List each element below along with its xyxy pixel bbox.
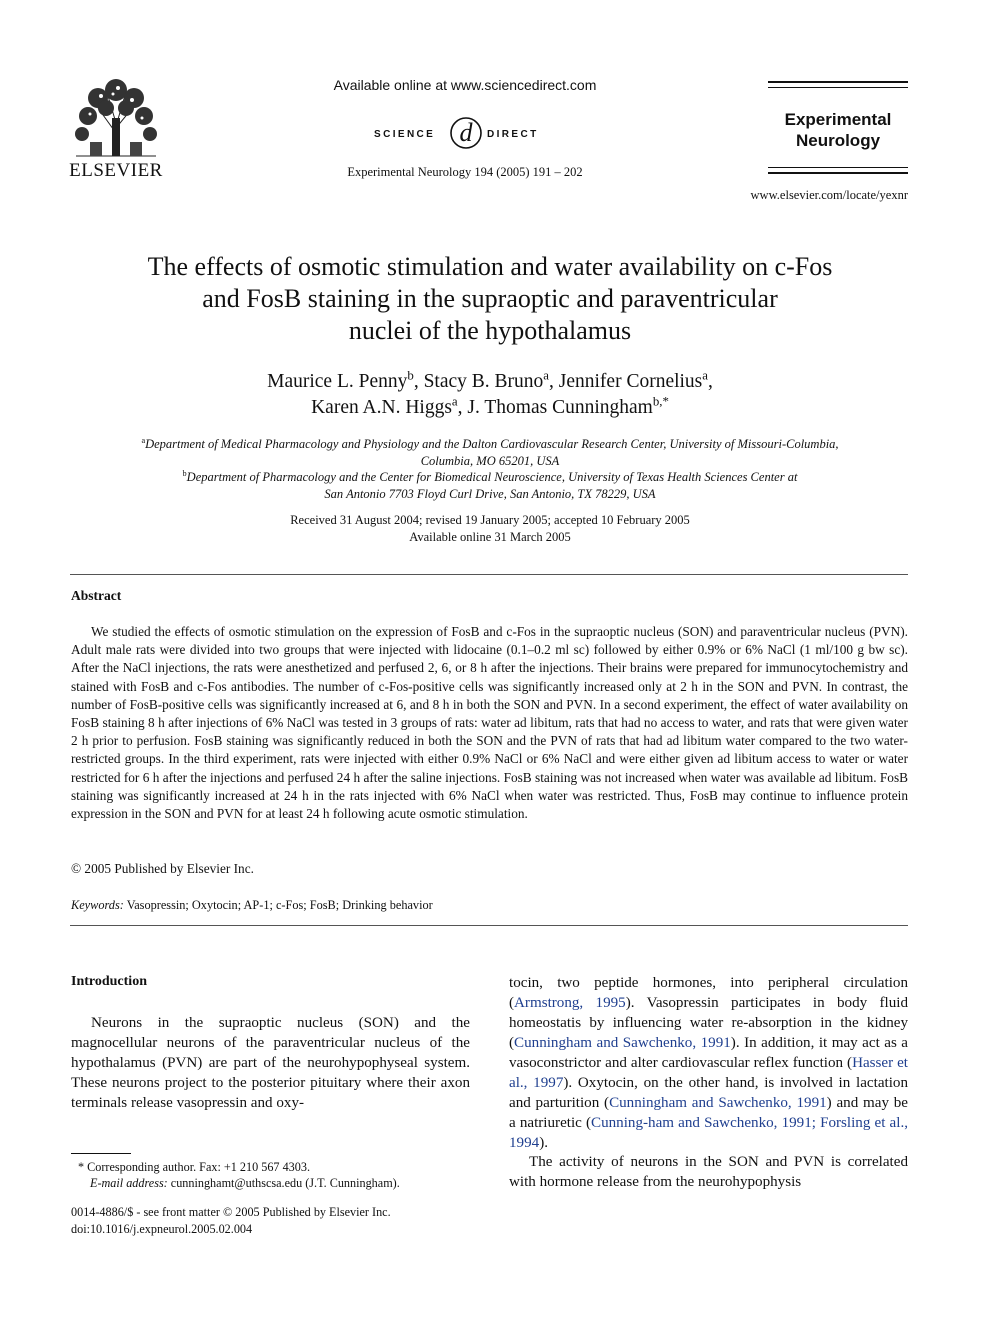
author-separator: , [708, 371, 713, 392]
author-name[interactable]: Stacy B. Bruno [423, 371, 544, 392]
author-line-2 [90, 395, 890, 421]
available-online-text: Available online at www.sciencedirect.com [333, 77, 597, 93]
affil-mark: a [141, 435, 146, 445]
front-matter-line: 0014-4886/$ - see front matter © 2005 Published by Elsevier Inc. [71, 1205, 391, 1219]
author-affil-mark: a [702, 368, 708, 383]
email-label: E-mail address: [90, 1176, 168, 1190]
affiliation-b-cont: San Antonio 7703 Floyd Curl Drive, San Antonio, TX 78229, USA [324, 486, 656, 501]
header-rule [768, 87, 908, 88]
email-note [90, 1175, 400, 1191]
author-name[interactable]: J. Thomas Cunningham [467, 397, 653, 418]
available-date: Available online 31 March 2005 [409, 530, 571, 544]
journal-citation: Experimental Neurology 194 (2005) 191 – 202 [347, 165, 583, 179]
sciencedirect-logo-icon [372, 113, 557, 153]
doi-link[interactable]: doi:10.1016/j.expneurol.2005.02.004 [71, 1222, 253, 1236]
author-name[interactable]: Jennifer Cornelius [558, 371, 703, 392]
intro-paragraph-1: Neurons in the supraoptic nucleus (SON) and the magnocellular neurons of the paraventricular nucleus of the hypothalamus (PVN) are part of the neurohypophyseal system. These neurons project to the posterior pituitary where their axon terminals release vasopressin and oxy- [71, 1015, 470, 1111]
header-rule [768, 81, 908, 83]
author-separator: , [413, 371, 424, 392]
svg-text:d: d [459, 118, 473, 147]
received-dates: Received 31 August 2004; revised 19 January 2005; accepted 10 February 2005 [290, 513, 690, 527]
header-rule [768, 172, 908, 174]
affiliations [90, 436, 890, 502]
author-name[interactable]: Maurice L. Penny [267, 371, 408, 392]
author-line-1 [90, 369, 890, 395]
section-divider [70, 574, 908, 575]
article-dates [90, 512, 890, 546]
publisher-name: ELSEVIER [69, 160, 163, 181]
keywords [71, 898, 433, 913]
svg-text:SCIENCE: SCIENCE [374, 129, 436, 140]
journal-url-link[interactable]: www.elsevier.com/locate/yexnr [750, 188, 908, 202]
intro-paragraph-2: The activity of neurons in the SON and PVN is correlated with hormone release from the neurohypophysis [509, 1154, 908, 1190]
affiliation-b: $^b$Department of Pharmacology and the Center for Biomedical Neuroscience, University of Texas Health Sciences Center at [182, 468, 798, 484]
email-link[interactable]: cunninghamt@uthscsa.edu (J.T. Cunningham). [170, 1176, 400, 1190]
author-affil-mark: b [407, 368, 414, 383]
reference-link[interactable]: Cunning-ham and Sawchenko, 1991; Forsling et al., 1994 [509, 1115, 908, 1151]
reference-link[interactable]: Armstrong, 1995 [514, 995, 626, 1011]
title-line: nuclei of the hypothalamus [348, 316, 632, 345]
journal-name [768, 109, 908, 151]
reference-link[interactable]: Cunningham and Sawchenko, 1991 [514, 1035, 731, 1051]
author-affil-mark: a [451, 394, 458, 409]
article-title [90, 251, 890, 347]
copyright-notice: © 2005 Published by Elsevier Inc. [71, 861, 254, 876]
header-rule [768, 167, 908, 168]
author-affil-mark: a [543, 368, 550, 383]
author-separator: , [549, 371, 559, 392]
affiliation-a: $^a$Department of Medical Pharmacology and Physiology and the Dalton Cardiovascular Research Center, University of Missouri-Columbia, [141, 435, 839, 451]
keywords-label: Keywords: [71, 898, 124, 912]
author-name[interactable]: Karen A.N. Higgs [311, 397, 452, 418]
affil-mark: b [182, 468, 187, 478]
introduction-heading: Introduction [71, 974, 147, 989]
journal-name-line2: Neurology [795, 131, 881, 150]
author-affil-mark: b,* [652, 394, 669, 409]
footnote-rule [71, 1153, 131, 1154]
abstract-body: We studied the effects of osmotic stimulation on the expression of FosB and c-Fos in the supraoptic nucleus (SON) and paraventricular nucleus (PVN). Adult male rats were divided into two groups that were injected with lidocaine (0.1–0.2 ml sc) followed by either 0.9% or 6% NaCl (1 ml/100 g bw sc). After the NaCl injections, the rats were anesthetized and perfused 2, 6, or 8 h after the injections. Their brains were prepared for immunocytochemistry and stained with FosB and c-Fos antibodies. The number of c-Fos-positive cells was significantly increased only at 2 h in the SON and PVN. In contrast, the number of FosB-positive cells was significantly increased at 6, and 8 h in both the SON and PVN. In a second experiment, the effect of water availability on FosB staining 8 h after injections of 6% NaCl was tested in 3 groups of rats: water ad libitum, rats that had no access to water, and rats that were given water 2 h prior to perfusion. FosB staining was significantly reduced in both the SON and the PVN of rats that had ad libitum water compared to the two water-restricted groups. In the third experiment, rats were injected with either 0.9% NaCl or 6% NaCl and were either given ad libitum access to water or water restricted for 6 h after the injections and perfused 24 h after the saline injections. FosB staining was not increased when water was available ad libitum. FosB staining was significantly increased at 24 h in the rats injected with 6% NaCl when water was restricted. Thus, FosB may continue to influence protein expression in the SON and PVN for at least 24 h following acute osmotic stimulation. [71, 624, 908, 822]
affiliation-a-cont: Columbia, MO 65201, USA [420, 453, 560, 468]
author-list [90, 369, 890, 421]
abstract-heading: Abstract [71, 588, 122, 603]
svg-text:DIRECT: DIRECT [487, 129, 539, 140]
journal-name-line1: Experimental [784, 110, 892, 129]
front-matter [71, 1204, 391, 1238]
author-separator: , [457, 397, 468, 418]
reference-link[interactable]: Cunningham and Sawchenko, 1991 [609, 1095, 827, 1111]
title-line: The effects of osmotic stimulation and water availability on c-Fos [147, 252, 833, 281]
reference-link[interactable]: Hasser et al., 1997 [509, 1055, 908, 1091]
section-divider [70, 925, 908, 926]
corresponding-author-note: * Corresponding author. Fax: +1 210 567 4303. [78, 1160, 310, 1174]
intro-paragraph-1-cont: tocin, two peptide hormones, into peripheral circulation (Armstrong, 1995). Vasopressin participates in body fluid homeostatis by influencing water re-absorption in the kidney (Cunningham and Sawchenko, 1991). In addition, it may act as a vasoconstrictor and alter cardiovascular reflex function (Hasser et al., 1997). Oxytocin, on the other hand, is involved in lactation and parturition (Cunningham and Sawchenko, 1991) and may be a natriuretic (Cunning-ham and Sawchenko, 1991; Forsling et al., 1994). [509, 975, 909, 1151]
title-line: and FosB staining in the supraoptic and paraventricular [202, 284, 778, 313]
keywords-list: Vasopressin; Oxytocin; AP-1; c-Fos; FosB; Drinking behavior [126, 898, 433, 912]
